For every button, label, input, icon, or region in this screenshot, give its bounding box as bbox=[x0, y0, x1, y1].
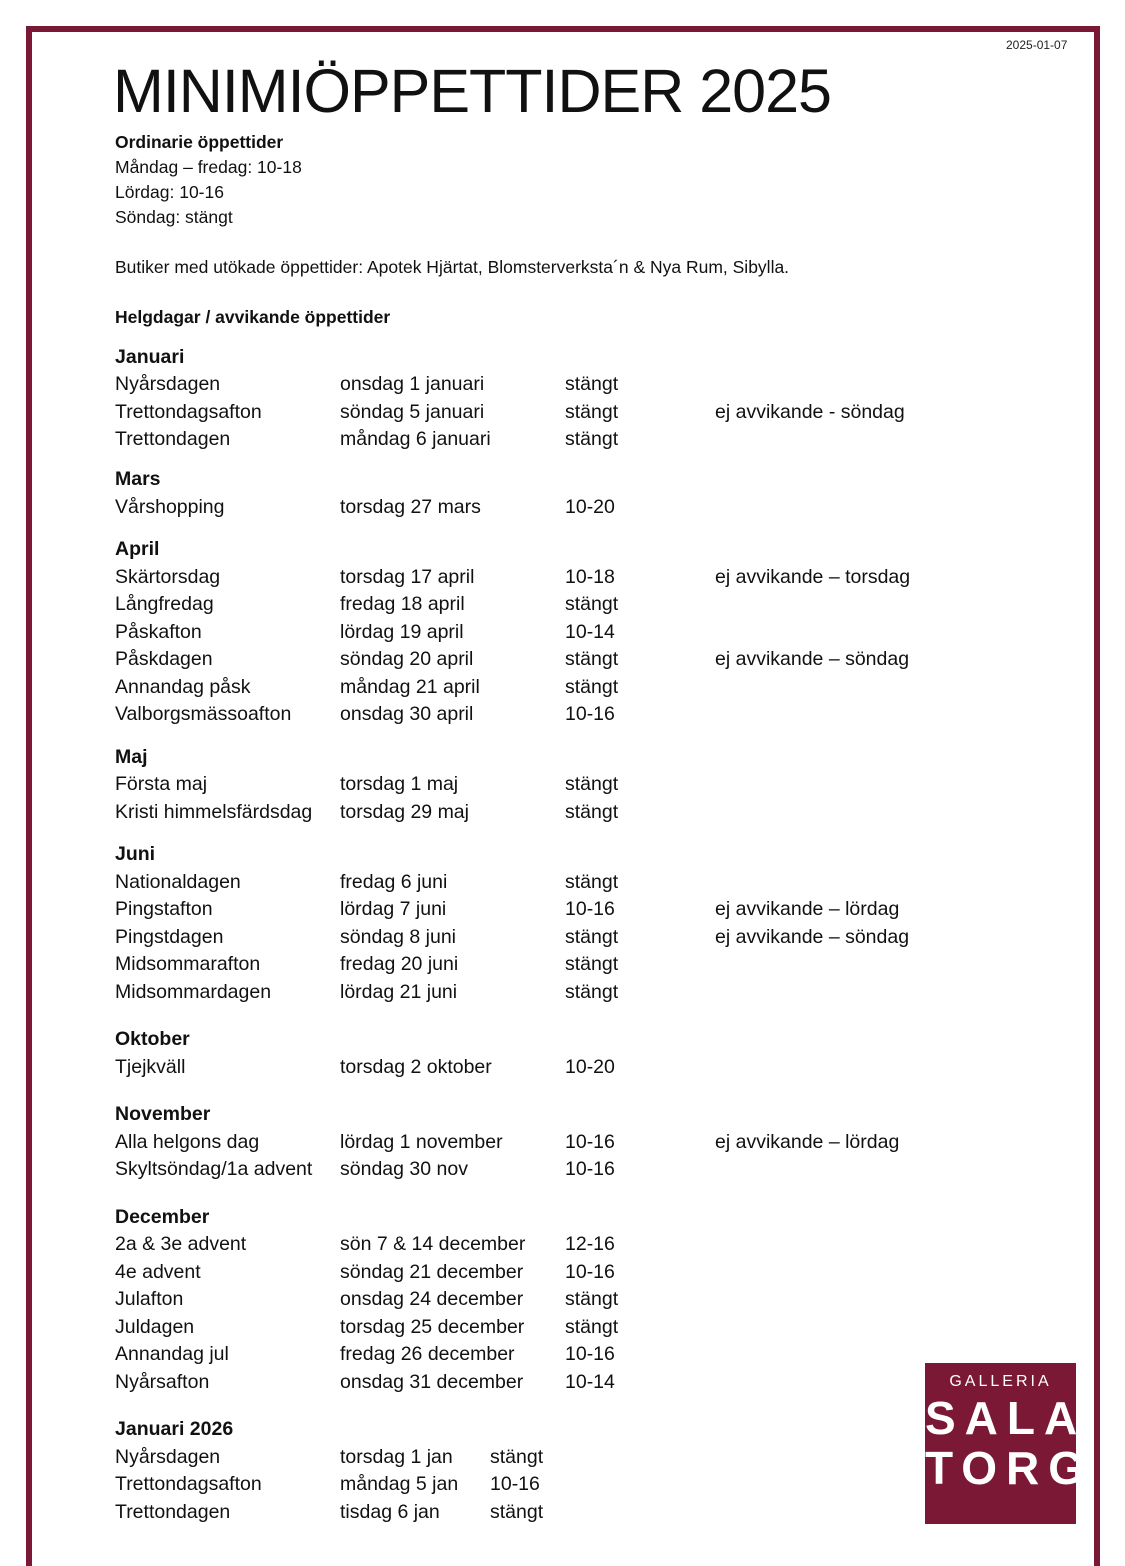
holiday-date: lördag 7 juni bbox=[340, 898, 447, 920]
ordinary-hours-weekdays: Måndag – fredag: 10-18 bbox=[115, 157, 302, 177]
holiday-date: fredag 6 juni bbox=[340, 871, 448, 893]
holiday-row bbox=[115, 1230, 1015, 1258]
holiday-date: onsdag 30 april bbox=[340, 703, 474, 725]
holiday-row bbox=[115, 1340, 1015, 1368]
month-heading: November bbox=[115, 1103, 211, 1125]
holiday-hours: 10-16 bbox=[565, 1158, 615, 1180]
holiday-hours: 10-20 bbox=[565, 1056, 615, 1078]
holiday-date: fredag 18 april bbox=[340, 593, 465, 615]
holiday-row bbox=[115, 590, 1015, 618]
page-title: MINIMIÖPPETTIDER 2025 bbox=[113, 57, 831, 125]
holiday-row bbox=[115, 1258, 1015, 1286]
holiday-date: torsdag 29 maj bbox=[340, 801, 469, 823]
holiday-hours: 10-16 bbox=[565, 1131, 615, 1153]
holiday-hours: stängt bbox=[565, 428, 619, 450]
holiday-date: lördag 1 november bbox=[340, 1131, 503, 1153]
holiday-row bbox=[115, 978, 1015, 1006]
holiday-name: Vårshopping bbox=[115, 496, 225, 518]
holiday-note: ej avvikande – torsdag bbox=[715, 566, 911, 588]
holiday-date: torsdag 1 jan bbox=[340, 1446, 453, 1468]
holiday-row bbox=[115, 1053, 1015, 1081]
holiday-date: torsdag 2 oktober bbox=[340, 1056, 492, 1078]
holiday-hours: stängt bbox=[565, 593, 619, 615]
holiday-hours: 10-16 bbox=[565, 703, 615, 725]
holiday-name: Midsommardagen bbox=[115, 981, 272, 1003]
holiday-name: 2a & 3e advent bbox=[115, 1233, 247, 1255]
holiday-name: Pingstafton bbox=[115, 898, 213, 920]
holiday-row bbox=[115, 950, 1015, 978]
holiday-hours: stängt bbox=[490, 1501, 544, 1523]
holiday-name: Annandag jul bbox=[115, 1343, 229, 1365]
month-heading: April bbox=[115, 538, 160, 560]
holiday-name: Tjejkväll bbox=[115, 1056, 186, 1078]
holiday-date: fredag 20 juni bbox=[340, 953, 459, 975]
holiday-name: Trettondagen bbox=[115, 428, 231, 450]
month-heading: Mars bbox=[115, 468, 161, 490]
ordinary-hours-sunday: Söndag: stängt bbox=[115, 207, 233, 227]
holiday-name: Påskdagen bbox=[115, 648, 213, 670]
holiday-name: 4e advent bbox=[115, 1261, 201, 1283]
document-date: 2025-01-07 bbox=[1006, 38, 1068, 52]
holiday-name: Nyårsafton bbox=[115, 1371, 210, 1393]
month-heading: Oktober bbox=[115, 1028, 190, 1050]
holiday-row bbox=[115, 645, 1015, 673]
holiday-note: ej avvikande - söndag bbox=[715, 401, 905, 423]
holiday-note: ej avvikande – lördag bbox=[715, 1131, 900, 1153]
holiday-row bbox=[115, 398, 1015, 426]
holiday-name: Juldagen bbox=[115, 1316, 195, 1338]
holiday-name: Annandag påsk bbox=[115, 676, 251, 698]
holiday-row bbox=[115, 1470, 1015, 1498]
holidays-heading: Helgdagar / avvikande öppettider bbox=[115, 307, 391, 327]
holiday-hours: stängt bbox=[565, 676, 619, 698]
holiday-row bbox=[115, 923, 1015, 951]
holiday-row bbox=[115, 798, 1015, 826]
holiday-row bbox=[115, 770, 1015, 798]
holiday-row bbox=[115, 1155, 1015, 1183]
holiday-hours: stängt bbox=[565, 1316, 619, 1338]
holiday-note: ej avvikande – lördag bbox=[715, 898, 900, 920]
holiday-name: Långfredag bbox=[115, 593, 214, 615]
logo-line-galleria: GALLERIA bbox=[949, 1373, 1052, 1390]
holiday-date: torsdag 1 maj bbox=[340, 773, 459, 795]
holiday-name: Nationaldagen bbox=[115, 871, 241, 893]
holiday-name: Trettondagsafton bbox=[115, 1473, 262, 1495]
holiday-name: Trettondagen bbox=[115, 1501, 231, 1523]
holiday-name: Första maj bbox=[115, 773, 208, 795]
holiday-row bbox=[115, 370, 1015, 398]
holiday-hours: 10-16 bbox=[565, 898, 615, 920]
holiday-hours: 10-14 bbox=[565, 1371, 615, 1393]
ordinary-hours-saturday: Lördag: 10-16 bbox=[115, 182, 224, 202]
holiday-date: lördag 19 april bbox=[340, 621, 464, 643]
holiday-date: torsdag 27 mars bbox=[340, 496, 481, 518]
holiday-note: ej avvikande – söndag bbox=[715, 926, 910, 948]
holiday-hours: 10-18 bbox=[565, 566, 615, 588]
holiday-row bbox=[115, 1368, 1015, 1396]
holiday-hours: 10-20 bbox=[565, 496, 615, 518]
holiday-hours: 10-16 bbox=[565, 1261, 615, 1283]
holiday-name: Nyårsdagen bbox=[115, 373, 221, 395]
month-heading: December bbox=[115, 1206, 210, 1228]
holiday-date: söndag 20 april bbox=[340, 648, 474, 670]
holiday-name: Valborgsmässoafton bbox=[115, 703, 292, 725]
holiday-row bbox=[115, 700, 1015, 728]
holiday-date: söndag 21 december bbox=[340, 1261, 524, 1283]
holiday-date: sön 7 & 14 december bbox=[340, 1233, 526, 1255]
holiday-hours: stängt bbox=[565, 926, 619, 948]
holiday-name: Pingstdagen bbox=[115, 926, 224, 948]
holiday-row bbox=[115, 425, 1015, 453]
holiday-hours: 10-16 bbox=[490, 1473, 540, 1495]
logo-line-torg: TORG bbox=[925, 1442, 1094, 1494]
holiday-name: Skyltsöndag/1a advent bbox=[115, 1158, 313, 1180]
holiday-date: torsdag 17 april bbox=[340, 566, 475, 588]
holiday-date: måndag 21 april bbox=[340, 676, 480, 698]
holiday-date: tisdag 6 jan bbox=[340, 1501, 440, 1523]
holiday-hours: stängt bbox=[565, 773, 619, 795]
month-heading: Juni bbox=[115, 843, 156, 865]
holiday-date: söndag 30 nov bbox=[340, 1158, 468, 1180]
holiday-row bbox=[115, 1498, 1015, 1526]
holiday-hours: stängt bbox=[565, 953, 619, 975]
holiday-hours: 12-16 bbox=[565, 1233, 615, 1255]
month-heading: Januari bbox=[115, 346, 185, 368]
holiday-date: måndag 5 jan bbox=[340, 1473, 459, 1495]
month-heading: Januari 2026 bbox=[115, 1418, 234, 1440]
holiday-row bbox=[115, 895, 1015, 923]
holiday-date: fredag 26 december bbox=[340, 1343, 515, 1365]
holiday-name: Julafton bbox=[115, 1288, 184, 1310]
holiday-date: torsdag 25 december bbox=[340, 1316, 525, 1338]
holiday-row bbox=[115, 1128, 1015, 1156]
holiday-name: Trettondagsafton bbox=[115, 401, 262, 423]
holiday-date: söndag 5 januari bbox=[340, 401, 485, 423]
holiday-hours: 10-14 bbox=[565, 621, 615, 643]
holiday-name: Påskafton bbox=[115, 621, 202, 643]
holiday-name: Midsommarafton bbox=[115, 953, 261, 975]
holiday-row bbox=[115, 868, 1015, 896]
holiday-date: onsdag 31 december bbox=[340, 1371, 524, 1393]
logo-line-sala: SALA bbox=[925, 1392, 1087, 1444]
holiday-name: Skärtorsdag bbox=[115, 566, 221, 588]
holiday-row bbox=[115, 563, 1015, 591]
holiday-row bbox=[115, 673, 1015, 701]
holiday-hours: stängt bbox=[565, 871, 619, 893]
holiday-note: ej avvikande – söndag bbox=[715, 648, 910, 670]
holiday-row bbox=[115, 1313, 1015, 1341]
holiday-name: Kristi himmelsfärdsdag bbox=[115, 801, 313, 823]
holiday-name: Nyårsdagen bbox=[115, 1446, 221, 1468]
holiday-hours: stängt bbox=[565, 401, 619, 423]
holiday-hours: stängt bbox=[565, 373, 619, 395]
holiday-hours: stängt bbox=[565, 648, 619, 670]
holiday-row bbox=[115, 1285, 1015, 1313]
holiday-row bbox=[115, 618, 1015, 646]
holiday-date: måndag 6 januari bbox=[340, 428, 491, 450]
holiday-hours: stängt bbox=[490, 1446, 544, 1468]
holiday-name: Alla helgons dag bbox=[115, 1131, 260, 1153]
extended-hours-note: Butiker med utökade öppettider: Apotek Hjärtat, Blomsterverksta´n & Nya Rum, Sibylla. bbox=[115, 257, 790, 277]
holiday-hours: 10-16 bbox=[565, 1343, 615, 1365]
holiday-date: onsdag 24 december bbox=[340, 1288, 524, 1310]
ordinary-hours-heading: Ordinarie öppettider bbox=[115, 132, 284, 152]
holiday-date: onsdag 1 januari bbox=[340, 373, 485, 395]
holiday-hours: stängt bbox=[565, 981, 619, 1003]
holiday-date: söndag 8 juni bbox=[340, 926, 457, 948]
month-heading: Maj bbox=[115, 746, 148, 768]
galleria-sala-torg-logo bbox=[925, 1363, 1094, 1524]
holiday-hours: stängt bbox=[565, 801, 619, 823]
holiday-row bbox=[115, 493, 1015, 521]
holiday-date: lördag 21 juni bbox=[340, 981, 458, 1003]
holiday-hours: stängt bbox=[565, 1288, 619, 1310]
holiday-row bbox=[115, 1443, 1015, 1471]
